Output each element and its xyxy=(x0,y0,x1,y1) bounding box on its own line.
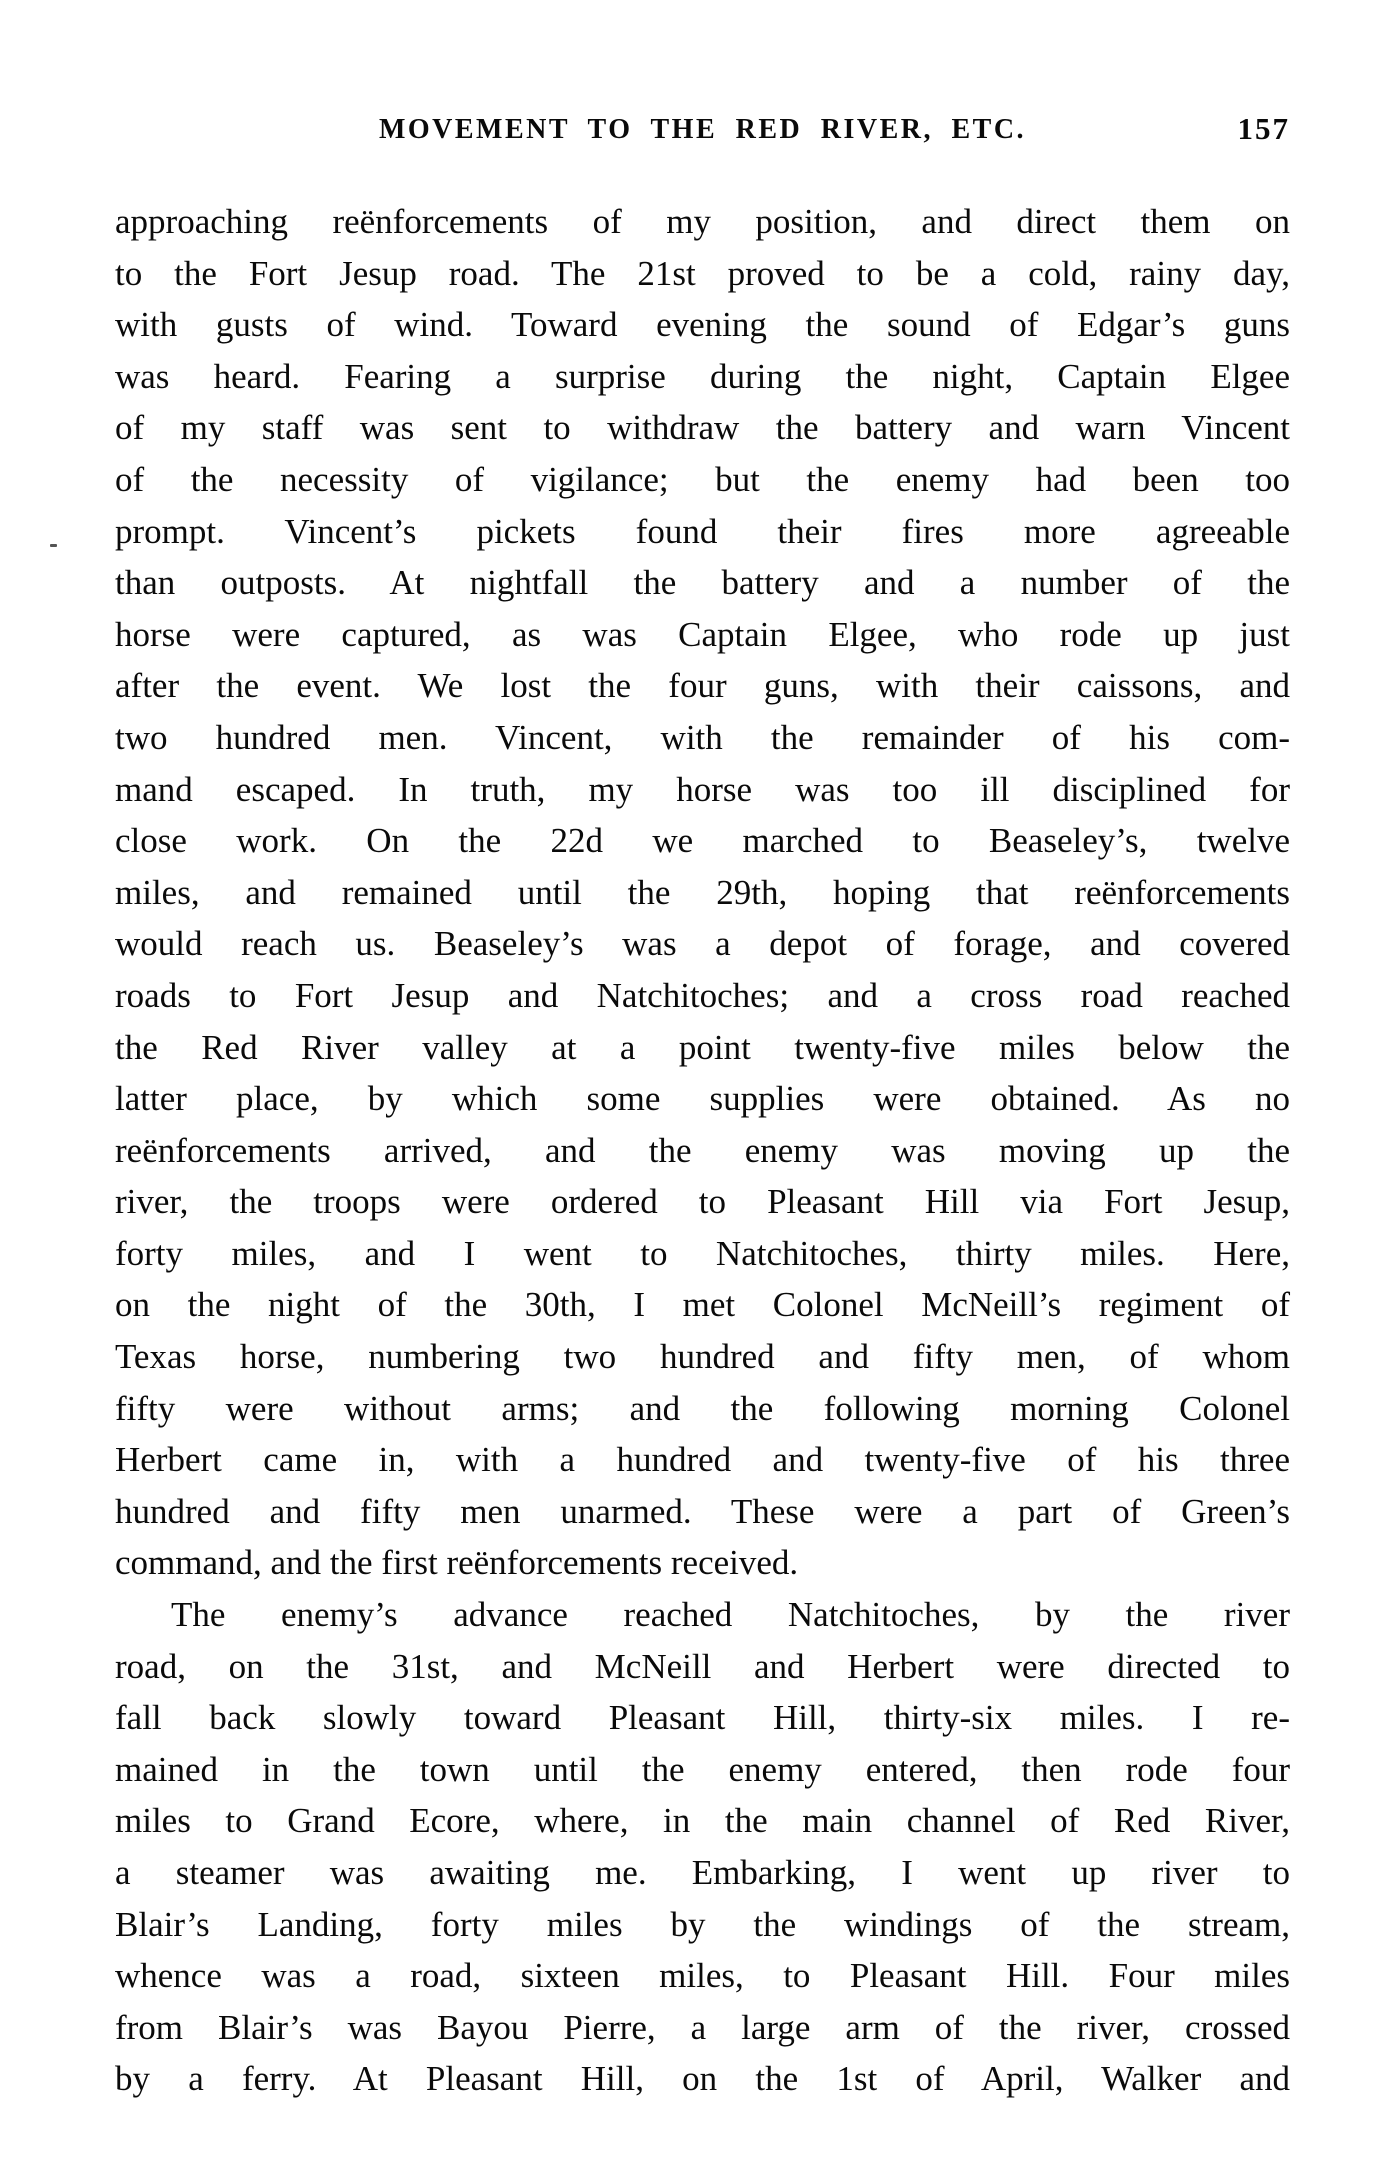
text-line: miles to Grand Ecore, where, in the main channel of Red River, xyxy=(115,1801,1290,1841)
text-line: approaching reënforcements of my position, and direct them on xyxy=(115,202,1290,241)
text-line: close work. On the 22d we marched to Beaseley’s, twelve xyxy=(115,821,1290,861)
text-line: mained in the town until the enemy entered, then rode four xyxy=(115,1749,1290,1789)
page-number: 157 xyxy=(1237,111,1290,146)
text-line: The enemy’s advance reached Natchitoches, by the river xyxy=(171,1595,1290,1635)
text-line: Blair’s Landing, forty miles by the windings of the stream, xyxy=(115,1904,1290,1944)
text-line: was heard. Fearing a surprise during the night, Captain Elgee xyxy=(115,356,1290,396)
text-line: two hundred men. Vincent, with the remainder of his com- xyxy=(115,717,1290,757)
text-line: the Red River valley at a point twenty-five miles below the xyxy=(115,1027,1290,1067)
text-line: from Blair’s was Bayou Pierre, a large arm of the river, crossed xyxy=(115,2007,1290,2047)
text-line: roads to Fort Jesup and Natchitoches; and a cross road reached xyxy=(115,975,1290,1015)
text-line: latter place, by which some supplies were obtained. As no xyxy=(115,1079,1290,1119)
text-line: Texas horse, numbering two hundred and fifty men, of whom xyxy=(115,1337,1290,1377)
text-line: whence was a road, sixteen miles, to Pleasant Hill. Four miles xyxy=(115,1956,1290,1996)
text-line: Herbert came in, with a hundred and twenty-five of his three xyxy=(115,1440,1290,1480)
text-line: of my staff was sent to withdraw the battery and warn Vincent xyxy=(115,408,1290,448)
text-line: mand escaped. In truth, my horse was too ill disciplined for xyxy=(115,769,1290,809)
text-line: forty miles, and I went to Natchitoches, thirty miles. Here, xyxy=(115,1233,1290,1273)
text-line: with gusts of wind. Toward evening the sound of Edgar’s guns xyxy=(115,305,1290,345)
body-text-block xyxy=(115,196,1290,2105)
text-line: of the necessity of vigilance; but the enemy had been too xyxy=(115,459,1290,499)
text-line: reënforcements arrived, and the enemy was moving up the xyxy=(115,1130,1290,1170)
text-line: than outposts. At nightfall the battery and a number of the xyxy=(115,563,1290,603)
running-header-title: MOVEMENT TO THE RED RIVER, ETC. xyxy=(378,114,1027,145)
text-line: on the night of the 30th, I met Colonel McNeill’s regiment of xyxy=(115,1285,1290,1325)
text-line: hundred and fifty men unarmed. These were a part of Green’s xyxy=(115,1491,1290,1531)
text-line: a steamer was awaiting me. Embarking, I went up river to xyxy=(115,1853,1290,1892)
page-header xyxy=(115,111,1290,154)
text-line: fall back slowly toward Pleasant Hill, thirty-six miles. I re- xyxy=(115,1698,1290,1738)
margin-speck xyxy=(50,544,57,547)
text-line: road, on the 31st, and McNeill and Herbert were directed to xyxy=(115,1646,1290,1686)
text-line: prompt. Vincent’s pickets found their fires more agreeable xyxy=(115,511,1290,551)
text-line: river, the troops were ordered to Pleasant Hill via Fort Jesup, xyxy=(115,1182,1290,1222)
text-line: by a ferry. At Pleasant Hill, on the 1st of April, Walker and xyxy=(115,2059,1290,2099)
text-line: horse were captured, as was Captain Elgee, who rode up just xyxy=(115,614,1290,654)
text-line: fifty were without arms; and the following morning Colonel xyxy=(115,1388,1290,1428)
text-line: would reach us. Beaseley’s was a depot of forage, and covered xyxy=(115,924,1290,964)
text-line: after the event. We lost the four guns, with their caissons, and xyxy=(115,666,1290,706)
text-line: command, and the first reënforcements received. xyxy=(115,1543,799,1583)
text-line: miles, and remained until the 29th, hoping that reënforcements xyxy=(115,872,1290,912)
text-line: to the Fort Jesup road. The 21st proved to be a cold, rainy day, xyxy=(115,253,1290,293)
